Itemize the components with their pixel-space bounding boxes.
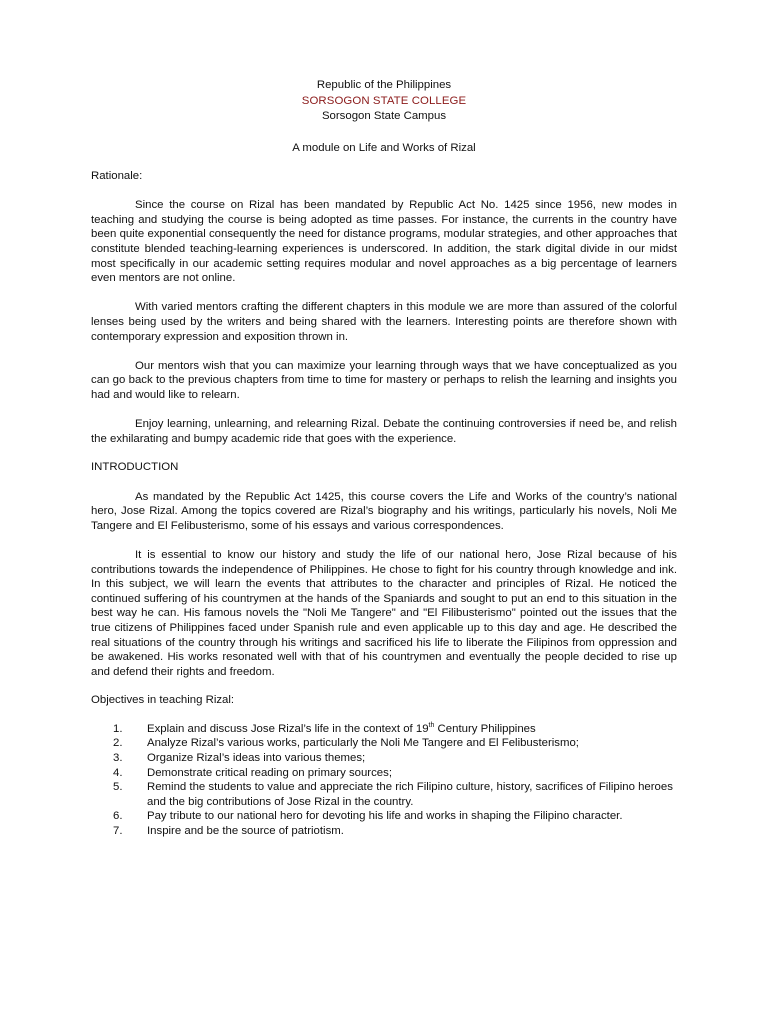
rationale-paragraph-2: With varied mentors crafting the different chapters in this module we are more than assured of the colorful lenses being used by the writers and being shared with the learners. Interesting points are therefore shown with contemporary expression and exposition thrown in. [91, 301, 677, 343]
module-title: A module on Life and Works of Rizal [292, 141, 476, 154]
objective-text: Organize Rizal’s ideas into various themes; [147, 752, 366, 765]
objective-item [91, 780, 677, 809]
objective-item [91, 751, 677, 766]
objective-item [91, 809, 677, 824]
objective-text: Pay tribute to our national hero for devoting his life and works in shaping the Filipino character. [147, 810, 623, 823]
header-college: SORSOGON STATE COLLEGE [301, 94, 467, 107]
introduction-heading: INTRODUCTION [91, 461, 179, 474]
objective-text: Remind the students to value and appreciate the rich Filipino culture, history, sacrifices of Filipino heroes and the big contributions of Jose Rizal in the country. [147, 781, 673, 808]
objective-text: Demonstrate critical reading on primary sources; [147, 766, 392, 779]
objective-item [91, 722, 677, 737]
objective-number: 6. [113, 810, 123, 823]
objective-item [91, 736, 677, 751]
objective-item [91, 766, 677, 781]
objective-number: 5. [113, 781, 123, 794]
objective-text: Analyze Rizal’s various works, particularly the Noli Me Tangere and El Felibusterismo; [147, 737, 579, 750]
objective-number: 7. [113, 825, 123, 838]
objective-number: 4. [113, 766, 123, 779]
rationale-heading: Rationale: [91, 170, 143, 183]
introduction-paragraph-2: It is essential to know our history and study the life of our national hero, Jose Rizal because of his contributions towards the independence of Philippines. He chose to fight for his country through knowledge and ink. In this subject, we will learn the events that attributes to the character and principles of Rizal. He noticed the continued suffering of his countrymen at the hands of the Spaniards and sought to put an end to this situation in the best way he can. His famous novels the "Noli Me Tangere" and "El Filibusterismo" pointed out the issues that the true citizens of Philippines faced under Spanish rule and even applicable up to this day and age. He described the real situations of the country through his writings and sacrificed his life to liberate the Filipinos from oppression and be awakened. His works resonated well with that of his countrymen and eventually the people decided to rise up and defend their rights and freedom. [91, 548, 677, 678]
objective-superscript: th [428, 722, 435, 730]
objective-number: 1. [113, 722, 123, 735]
header-country: Republic of the Philippines [316, 79, 452, 91]
rationale-paragraph-3: Our mentors wish that you can maximize your learning through ways that we have conceptualized as you can go back to the previous chapters from time to time for mastery or perhaps to relish the learning and insights you had and would like to relearn. [91, 359, 677, 401]
objective-item [91, 824, 677, 839]
objectives-heading: Objectives in teaching Rizal: [91, 694, 235, 707]
introduction-paragraph-1: As mandated by the Republic Act 1425, this course covers the Life and Works of the country’s national hero, Jose Rizal. Among the topics covered are Rizal’s biography and his writings, particularly his novels, Noli Me Tangere and El Felibusterismo, some of his essays and various correspondences. [91, 490, 677, 532]
objective-text: Explain and discuss Jose Rizal’s life in the context of 19 [147, 722, 429, 735]
header-campus: Sorsogon State Campus [321, 110, 447, 122]
objective-text: Inspire and be the source of patriotism. [147, 825, 344, 838]
objectives-list [91, 722, 677, 839]
document-page [91, 78, 677, 839]
objective-number: 2. [113, 737, 123, 750]
rationale-paragraph-4: Enjoy learning, unlearning, and relearning Rizal. Debate the continuing controversies if need be, and relish the exhilarating and bumpy academic ride that goes with the experience. [91, 418, 677, 445]
rationale-paragraph-1: Since the course on Rizal has been mandated by Republic Act No. 1425 since 1956, new modes in teaching and studying the course is being adopted as time passes. For instance, the currents in the country have been quite exponential consequently the need for distance programs, modular strategies, and other approaches that constitute blended teaching-learning experiences is underscored. In addition, the stark digital divide in our midst most specifically in our academic setting requires modular and novel approaches as a big percentage of learners even mentors are not online. [91, 199, 677, 285]
objective-text-after: Century Philippines [434, 722, 536, 735]
objective-number: 3. [113, 752, 123, 765]
